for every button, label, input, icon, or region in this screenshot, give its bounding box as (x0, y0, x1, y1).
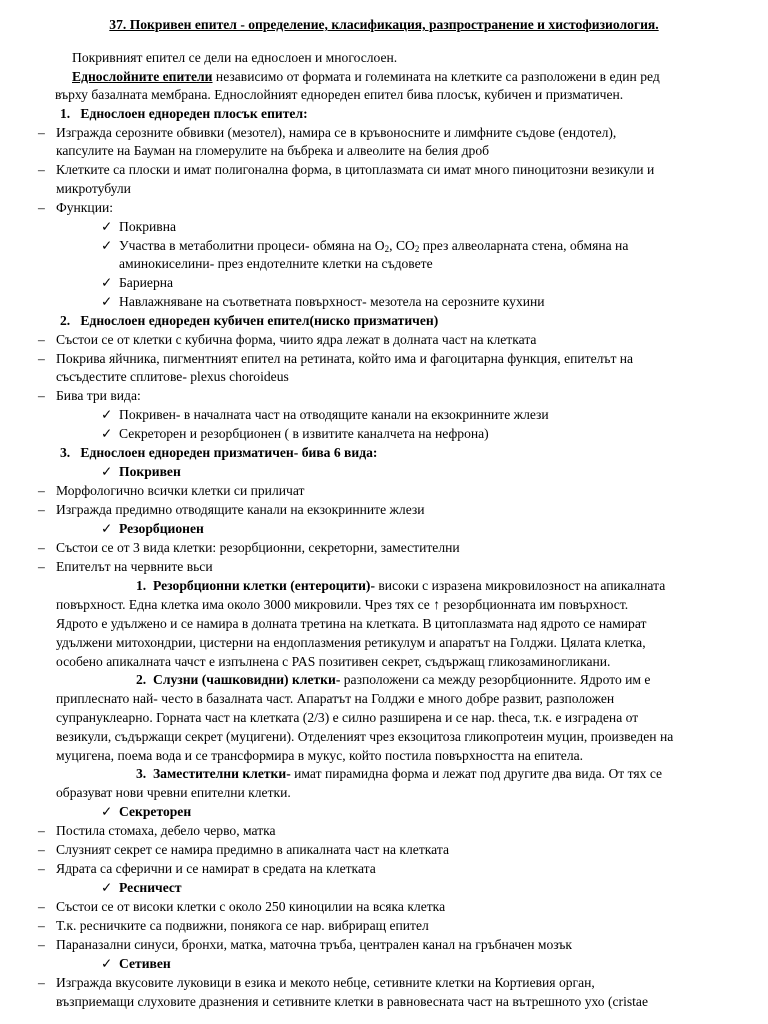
s3-kind-2: Резорбционен (119, 521, 204, 536)
cell-type-2-line-3: супрануклеарно. Горната част на клетката (2/3) е силно разширена и се нар. theca, т.к. е изградена от (56, 710, 639, 725)
dash-icon: – (38, 540, 45, 555)
cell-type-3-text: имат пирамидна форма и лежат под другите два вида. От тях се (290, 766, 663, 781)
s3-k4-bullet-1: Състои се от високи клетки с около 250 киноцилии на всяка клетка (56, 899, 446, 914)
s3-k3-bullet-2: Слузният секрет се намира предимно в апикалната част на клетката (56, 842, 449, 857)
cell-type-2-line-4: везикули, съдържащи секрет (муцигени). Отделеният чрез екзоцитоза гликопротеин муцин, произведен на (56, 729, 674, 744)
intro-line-2 (72, 67, 660, 86)
s3-k2-bullet-2: Епителът на червните вьси (56, 559, 213, 574)
s3-kind-4: Ресничест (119, 880, 182, 895)
cell-type-3-line-1 (136, 764, 662, 783)
dash-icon: – (38, 975, 45, 990)
section-2-heading (60, 311, 438, 330)
intro-term: Еднослойните епители (72, 69, 213, 84)
section-2-title: Еднослоен еднореден кубичен епител(ниско призматичен) (80, 313, 439, 328)
cell-type-1-line-3: Ядрото е удължено и се намира в долната третина на клетката. В цитоплазмата над ядрото се намират (56, 616, 647, 631)
cell-type-3-number: 3. (136, 766, 147, 781)
s3-kind-1: Покривен (119, 464, 181, 479)
cell-type-2-line-1 (136, 670, 650, 689)
s1-function-1: Покривна (119, 219, 177, 234)
s1-bullet-1-cont: капсулите на Бауман на гломерулите на бъбрека и алвеолите на белия дроб (56, 143, 490, 158)
cell-type-2-line-5: муцигена, поема вода и се трансформира в мукус, който постила повърхността на епитела. (56, 748, 584, 763)
check-icon: ✓ (101, 219, 113, 234)
f2-sub-2: 2 (414, 244, 420, 254)
cell-type-1-title: Резорбционни клетки (ентероцити)- (153, 578, 375, 593)
s1-bullet-3: Функции: (56, 200, 114, 215)
dash-icon: – (38, 918, 45, 933)
s3-kind-3: Секреторен (119, 804, 192, 819)
dash-icon: – (38, 351, 45, 366)
s2-bullet-2: Покрива яйчника, пигментният епител на ретината, който има и фагоцитарна функция, епителът на (56, 351, 634, 366)
check-icon: ✓ (101, 880, 113, 895)
check-icon: ✓ (101, 464, 113, 479)
check-icon: ✓ (101, 238, 113, 253)
s2-type-1: Покривен- в началната част на отводящите канали на екзокринните жлези (119, 407, 549, 422)
s3-kind-5: Сетивен (119, 956, 171, 971)
s2-bullet-2-cont: съсъдестите сплитове- plexus choroideus (56, 369, 289, 384)
cell-type-2-text: разположени са между резорбционните. Ядрото им е (340, 672, 651, 687)
s1-function-2 (119, 236, 628, 255)
cell-type-1-number: 1. (136, 578, 147, 593)
check-icon: ✓ (101, 407, 113, 422)
s3-k5-bullet-1-cont: възприемащи слуховите дразнения и сетивните клетки в равновесната част на вътрешното ухо (cristae (56, 994, 648, 1009)
cell-type-3-title: Заместителни клетки- (153, 766, 291, 781)
f2-text-c: през алвеоларната стена, обмяна на (419, 238, 629, 253)
section-2-number: 2. (60, 313, 71, 328)
s2-bullet-1: Състои се от клетки с кубична форма, чиито ядра лежат в долната част на клетката (56, 332, 537, 347)
check-icon: ✓ (101, 804, 113, 819)
section-3-heading (60, 443, 377, 462)
cell-type-1-line-5: особено апикалната чачст е изпълнена с PAS позитивен секрет, съдържащ гликозаминогликани. (56, 654, 611, 669)
cell-type-1-text: високи с изразена микровилозност на апикалната (374, 578, 666, 593)
check-icon: ✓ (101, 426, 113, 441)
s3-k2-bullet-1: Състои се от 3 вида клетки: резорбционни, секреторни, заместителни (56, 540, 460, 555)
cell-type-1-line-1 (136, 576, 665, 595)
s1-function-4: Навлажняване на съответната повърхност- мезотела на серозните кухини (119, 294, 545, 309)
check-icon: ✓ (101, 521, 113, 536)
dash-icon: – (38, 125, 45, 140)
s2-type-2: Секреторен и резорбционен ( в извитите каналчета на нефрона) (119, 426, 489, 441)
dash-icon: – (38, 332, 45, 347)
cell-type-2-title: Слузни (чашковидни) клетки- (153, 672, 341, 687)
s3-k4-bullet-2: Т.к. ресничките са подвижни, понякога се нар. вибриращ епител (56, 918, 429, 933)
dash-icon: – (38, 559, 45, 574)
dash-icon: – (38, 483, 45, 498)
intro-line-1: Покривният епител се дели на еднослоен и многослоен. (72, 50, 398, 65)
check-icon: ✓ (101, 956, 113, 971)
section-1-title: Еднослоен еднореден плосък епител: (80, 106, 308, 121)
dash-icon: – (38, 502, 45, 517)
f2-text-a: Участва в метаболитни процеси- обмяна на О (119, 238, 385, 253)
dash-icon: – (38, 937, 45, 952)
dash-icon: – (38, 842, 45, 857)
s3-k1-bullet-1: Морфологично всички клетки си приличат (56, 483, 305, 498)
document-title: 37. Покривен епител - определение, класификация, разпространение и хистофизиология. (109, 17, 659, 32)
section-1-number: 1. (60, 106, 71, 121)
section-3-title: Еднослоен еднореден призматичен- бива 6 вида: (80, 445, 378, 460)
s3-k4-bullet-3: Параназални синуси, бронхи, матка, маточна тръба, централен канал на гръбначен мозък (56, 937, 573, 952)
cell-type-1-line-4: удължени митохондрии, цистерни на ендоплазмения ретикулум и апаратът на Голджи. Цялата клетка, (56, 635, 646, 650)
s1-bullet-2-cont: микротубули (56, 181, 131, 196)
cell-type-2-line-2: приплеснато най- често в базалната част. Апаратът на Голджи е много добре развит, разположен (56, 691, 615, 706)
check-icon: ✓ (101, 275, 113, 290)
s1-function-2-cont: аминокиселини- през ендотелните клетки на съдовете (119, 256, 433, 271)
intro-rest: независимо от формата и големината на клетките са разположени в един ред (212, 69, 660, 84)
s3-k5-bullet-1: Изгражда вкусовите луковици в езика и мекото небце, сетивните клетки на Кортиевия орган, (56, 975, 595, 990)
f2-text-b: , CO (389, 238, 415, 253)
f2-sub-1: 2 (384, 244, 390, 254)
dash-icon: – (38, 861, 45, 876)
s2-bullet-3: Бива три вида: (56, 388, 141, 403)
section-3-number: 3. (60, 445, 71, 460)
dash-icon: – (38, 200, 45, 215)
s1-function-3: Бариерна (119, 275, 174, 290)
intro-line-3: върху базалната мембрана. Еднослойният еднореден епител бива плосък, кубичен и призматичен. (55, 87, 624, 102)
check-icon: ✓ (101, 294, 113, 309)
section-1-heading (60, 104, 308, 123)
s1-bullet-1: Изгражда серозните обвивки (мезотел), намира се в кръвоносните и лимфните съдове (ендотел), (56, 125, 617, 140)
s3-k3-bullet-3: Ядрата са сферични и се намират в средата на клетката (56, 861, 376, 876)
cell-type-2-number: 2. (136, 672, 147, 687)
dash-icon: – (38, 388, 45, 403)
dash-icon: – (38, 823, 45, 838)
s3-k3-bullet-1: Постила стомаха, дебело черво, матка (56, 823, 276, 838)
dash-icon: – (38, 899, 45, 914)
cell-type-3-line-2: образуват нови чревни епителни клетки. (56, 785, 291, 800)
cell-type-1-line-2: повърхност. Една клетка има около 3000 микровили. Чрез тях се ↑ резорбционната им повърхност. (56, 597, 629, 612)
s3-k1-bullet-2: Изгражда предимно отводящите канали на екзокринните жлези (56, 502, 425, 517)
s1-bullet-2: Клетките са плоски и имат полигонална форма, в цитоплазмата си имат много пиноцитозни везикули и (56, 162, 655, 177)
dash-icon: – (38, 162, 45, 177)
